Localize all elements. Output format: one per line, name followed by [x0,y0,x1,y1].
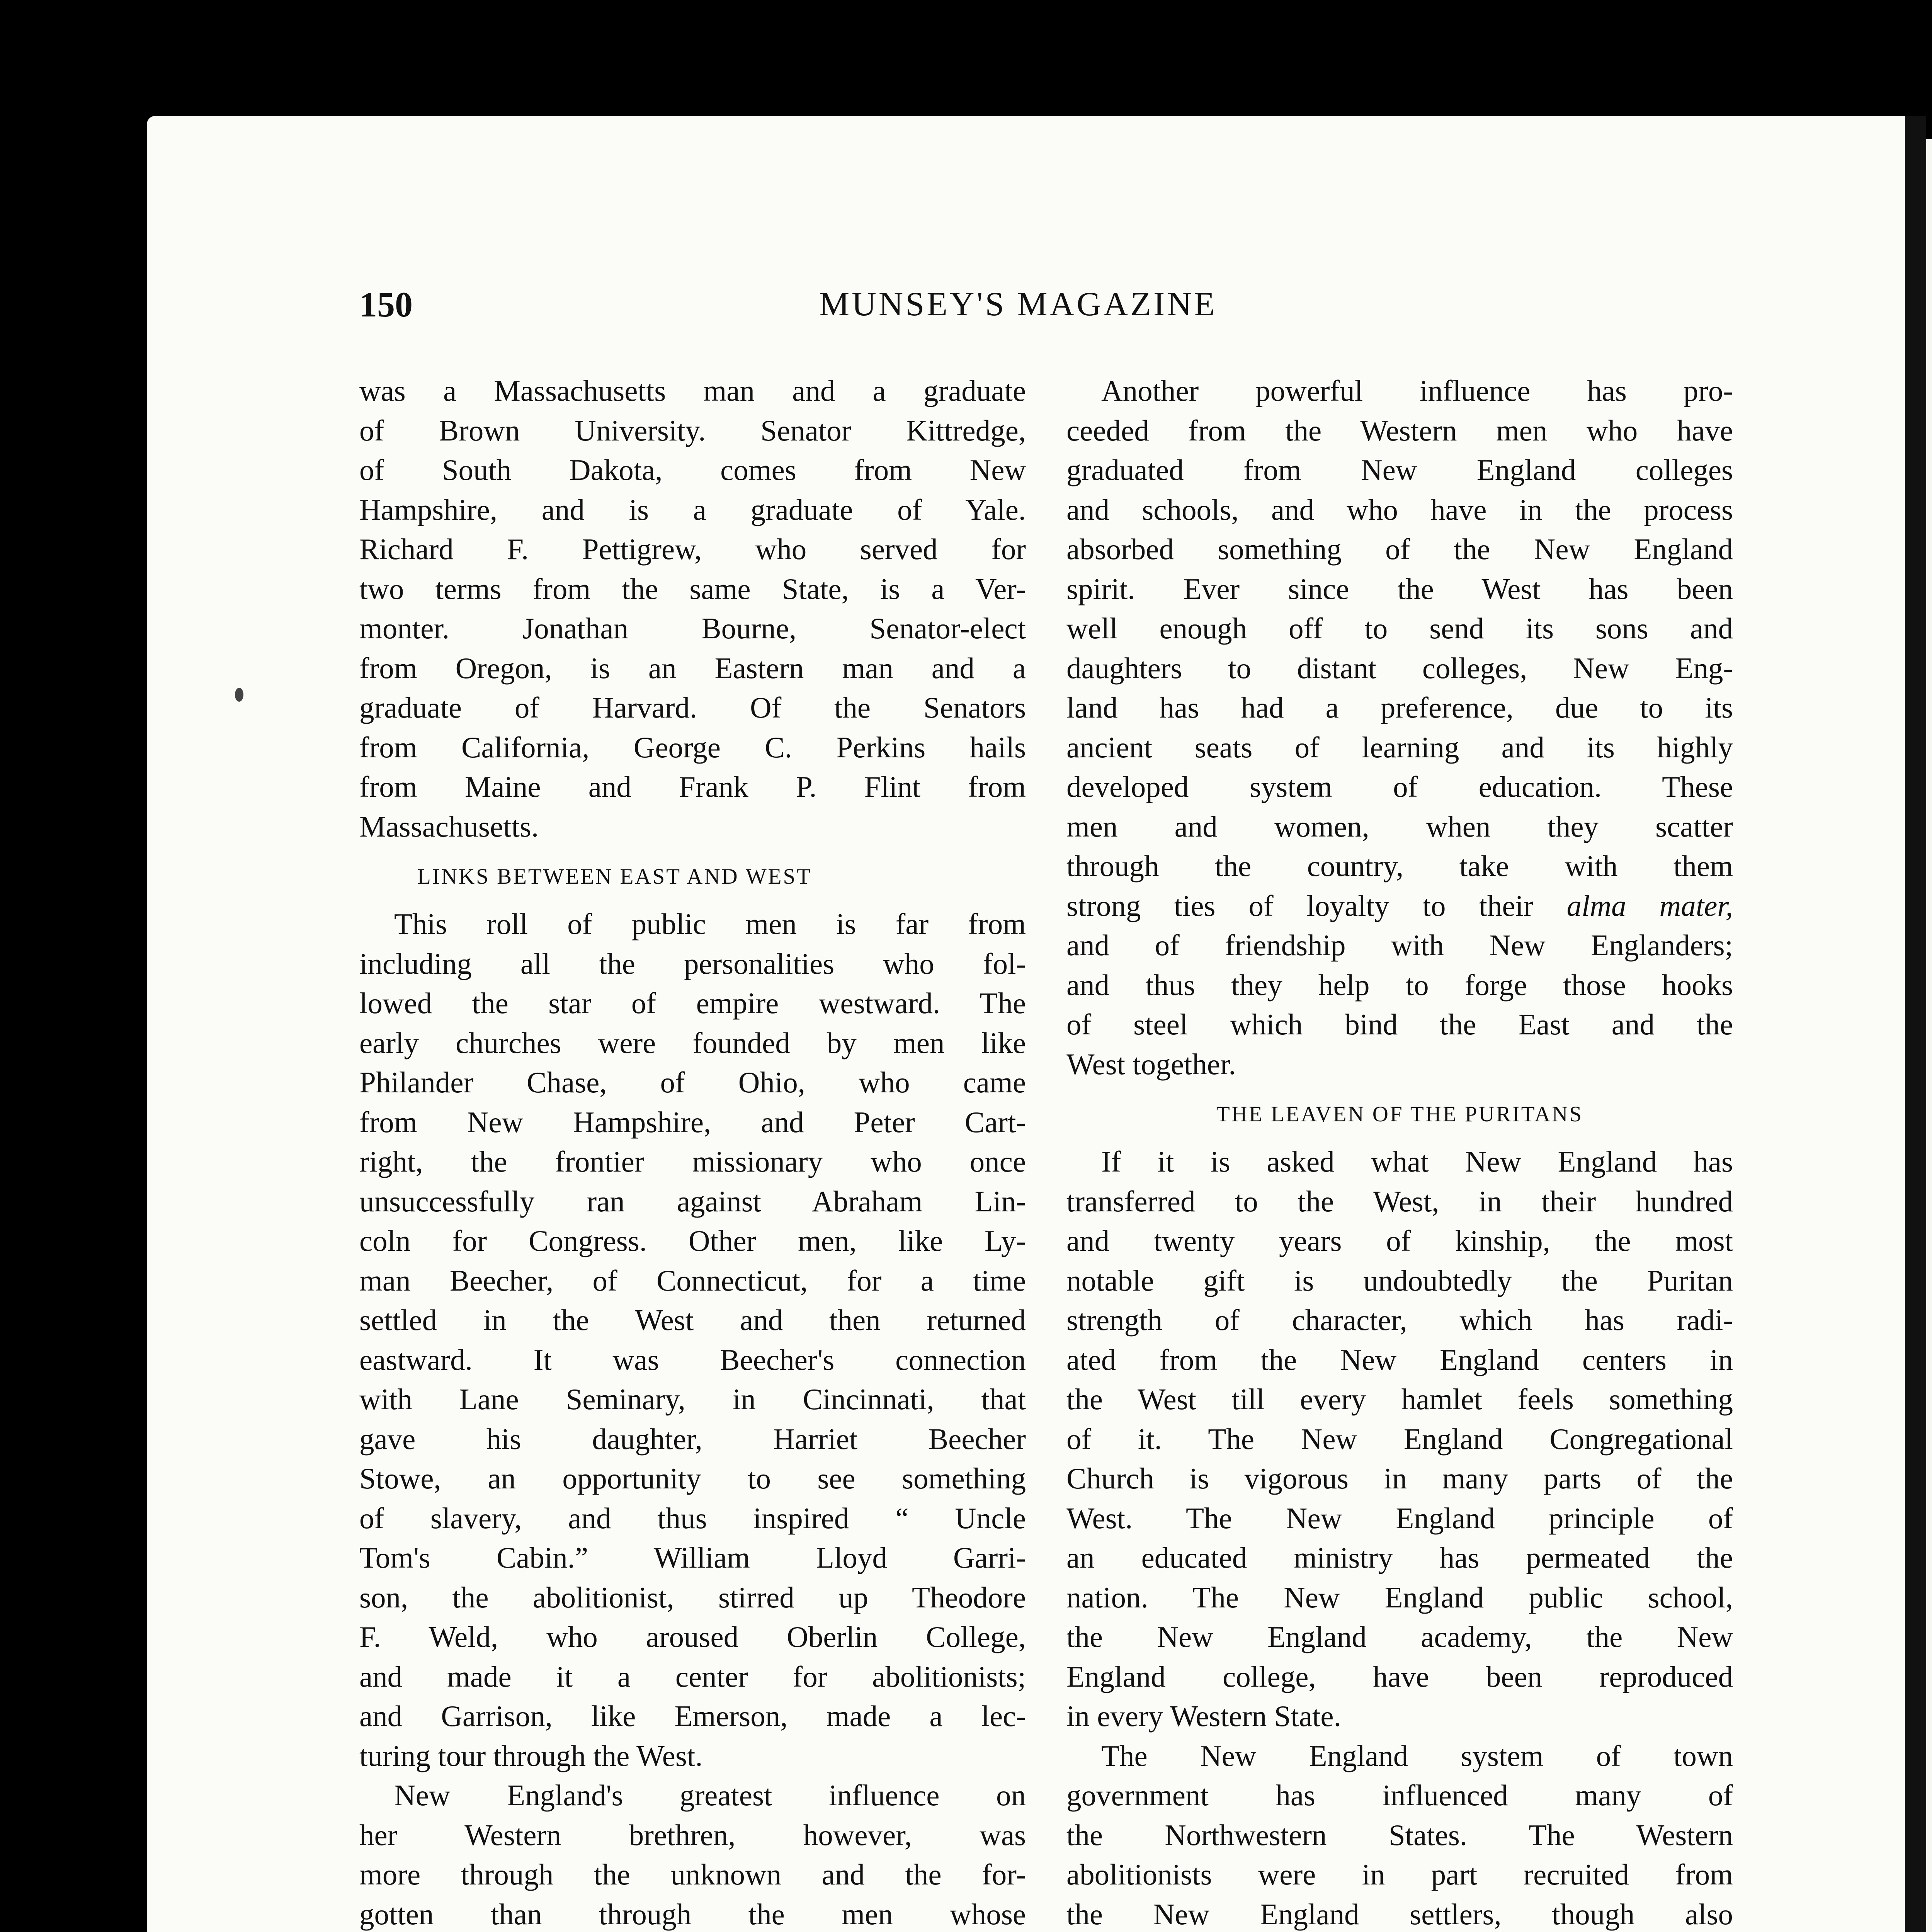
text-line: settled in the West and then returned [359,1303,1026,1337]
paragraph-western-graduates [1066,371,1733,1084]
text-line: developed system of education. These [1066,770,1733,803]
text-line: Hampshire, and is a graduate of Yale. [359,493,1026,526]
text-line: was a Massachusetts man and a graduate [359,374,1026,407]
text-line: the West till every hamlet feels something [1066,1383,1733,1416]
text-line: land has had a preference, due to its [1066,691,1733,724]
text-line: from Maine and Frank P. Flint from [359,770,1026,803]
text-line: Church is vigorous in many parts of the [1066,1462,1733,1495]
text-line: ceeded from the Western men who have [1066,413,1733,447]
text-line: of steel which bind the East and the [1066,1008,1733,1041]
text-line: New England's greatest influence on [394,1779,1026,1812]
text-line: well enough off to send its sons and [1066,612,1733,645]
text-line: Stowe, an opportunity to see something [359,1462,1026,1495]
section-heading-links: LINKS BETWEEN EAST AND WEST [417,864,812,889]
adjacent-page-edge [1926,139,1932,1932]
running-title: MUNSEY'S MAGAZINE [819,286,1217,323]
text-line: turing tour through the West. [359,1739,703,1772]
text-line: West together. [1066,1047,1236,1081]
text-line: monter. Jonathan Bourne, Senator-elect [359,612,1026,645]
text-line: from Oregon, is an Eastern man and a [359,651,1026,685]
text-line: lowed the star of empire westward. The [359,986,1026,1020]
text-line: of South Dakota, comes from New [359,453,1026,486]
text-line: of it. The New England Congregational [1066,1422,1733,1456]
paragraph-public-men [359,904,1026,1776]
paragraph-puritan-gift [1066,1142,1733,1736]
text-line: Tom's Cabin.” William Lloyd Garri- [359,1541,1026,1574]
section-heading-leaven: THE LEAVEN OF THE PURITANS [1216,1102,1583,1126]
text-line: unsuccessfully ran against Abraham Lin- [359,1184,1026,1218]
text-line: through the country, take with them [1066,849,1733,883]
text-line: spirit. Ever since the West has been [1066,572,1733,605]
text-line: her Western brethren, however, was [359,1818,1026,1852]
text-line: and of friendship with New Englanders; [1066,929,1733,962]
text-line: West. The New England principle of [1066,1501,1733,1535]
text-line: from California, George C. Perkins hails [359,730,1026,764]
italic-alma-mater: alma mater, [1566,889,1733,922]
text-line: and thus they help to forge those hooks [1066,968,1733,1002]
text-line: Philander Chase, of Ohio, who came [359,1066,1026,1099]
text-line: abolitionists were in part recruited from [1066,1858,1733,1891]
text-line: early churches were founded by men like [359,1026,1026,1060]
text-line: F. Weld, who aroused Oberlin College, [359,1620,1026,1653]
text-line: and schools, and who have in the process [1066,493,1733,526]
text-line: eastward. It was Beecher's connection [359,1343,1026,1376]
left-column [359,371,1026,1932]
text-line: coln for Congress. Other men, like Ly- [359,1224,1026,1257]
text-line: with Lane Seminary, in Cincinnati, that [359,1383,1026,1416]
text-line: government has influenced many of [1066,1779,1733,1812]
text-line: from New Hampshire, and Peter Cart- [359,1105,1026,1139]
text-line: gotten than through the men whose [359,1897,1026,1931]
text-line: the Northwestern States. The Western [1066,1818,1733,1852]
text-line: man Beecher, of Connecticut, for a time [359,1264,1026,1297]
paragraph-senators [359,371,1026,846]
paragraph-town-government [1066,1736,1733,1932]
text-line: daughters to distant colleges, New Eng- [1066,651,1733,685]
text-line: in every Western State. [1066,1699,1341,1733]
text-line: England college, have been reproduced [1066,1660,1733,1693]
text-line: and made it a center for abolitionists; [359,1660,1026,1693]
binding-shadow [1905,116,1926,1932]
page-number: 150 [359,285,413,324]
text-line: son, the abolitionist, stirred up Theodore [359,1580,1026,1614]
text-line: ated from the New England centers in [1066,1343,1733,1376]
text-line: notable gift is undoubtedly the Puritan [1066,1264,1733,1297]
text-line: gave his daughter, Harriet Beecher [359,1422,1026,1456]
text-line: more through the unknown and the for- [359,1858,1026,1891]
text-line: transferred to the West, in their hundred [1066,1184,1733,1218]
page-header [359,278,1750,340]
text-line: Richard F. Pettigrew, who served for [359,532,1026,566]
text-line: nation. The New England public school, [1066,1580,1733,1614]
text-line: two terms from the same State, is a Ver- [359,572,1026,605]
paragraph-greatest-influence [359,1776,1026,1932]
text-line: absorbed something of the New England [1066,532,1733,566]
text-run: strong ties of loyalty to their [1066,889,1567,922]
scan-speck [235,688,243,702]
text-line: an educated ministry has permeated the [1066,1541,1733,1574]
text-line: men and women, when they scatter [1066,810,1733,843]
text-line [1066,886,1733,926]
text-line: including all the personalities who fol- [359,947,1026,980]
text-line: ancient seats of learning and its highly [1066,730,1733,764]
text-line: If it is asked what New England has [1101,1145,1733,1178]
text-line: and twenty years of kinship, the most [1066,1224,1733,1257]
text-line: graduated from New England colleges [1066,453,1733,486]
text-line: right, the frontier missionary who once [359,1145,1026,1178]
text-line: of Brown University. Senator Kittredge, [359,413,1026,447]
text-line: the New England academy, the New [1066,1620,1733,1653]
text-line: graduate of Harvard. Of the Senators [359,691,1026,724]
text-line: and Garrison, like Emerson, made a lec- [359,1699,1026,1733]
text-line: the New England settlers, though also [1066,1897,1733,1931]
text-line: This roll of public men is far from [394,907,1026,940]
text-line: strength of character, which has radi- [1066,1303,1733,1337]
text-line: Massachusetts. [359,810,539,843]
text-line: The New England system of town [1101,1739,1733,1772]
text-line: of slavery, and thus inspired “ Uncle [359,1501,1026,1535]
right-column [1066,371,1733,1932]
text-line: Another powerful influence has pro- [1101,374,1733,407]
